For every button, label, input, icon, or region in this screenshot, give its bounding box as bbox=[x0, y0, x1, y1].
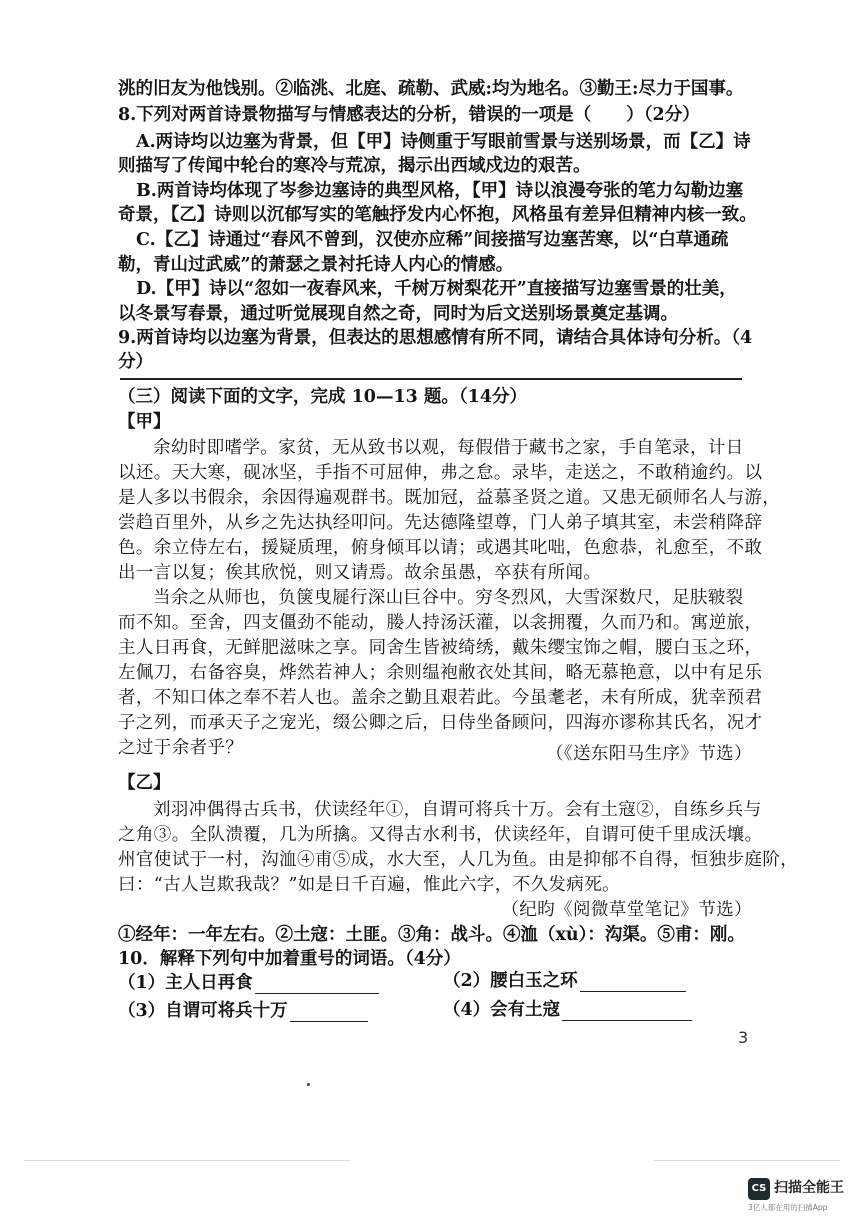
q9-stem-line2: 分） bbox=[118, 352, 153, 372]
q10-answer-blank-1[interactable] bbox=[255, 993, 379, 994]
q10-item-2-text: （2）腰白玉之环 bbox=[443, 971, 578, 991]
section3-heading: （三）阅读下面的文字，完成 10—13 题。（14分） bbox=[118, 387, 527, 407]
q10-item-1-text: （1）主人日再食 bbox=[118, 973, 253, 993]
q9-stem-line1: 9.两首诗均以边塞为背景，但表达的思想感情有所不同，请结合具体诗句分析。（4 bbox=[118, 328, 753, 348]
jia-line-4: 尝趋百里外，从乡之先达执经叩问。先达德隆望尊，门人弟子填其室，未尝稍降辞 bbox=[118, 513, 763, 533]
annotations: ①经年：一年左右。②土寇：土匪。③角：战斗。④洫（xù）：沟渠。⑤甫：刚。 bbox=[118, 925, 745, 945]
passage-yi-label: 【乙】 bbox=[118, 773, 171, 793]
q10-item-3 bbox=[118, 1000, 368, 1022]
jia-source: （《送东阳马生序》节选） bbox=[545, 744, 752, 764]
q10-item-2 bbox=[443, 970, 686, 992]
jia-line-6: 出一言以复；俟其欣悦，则又请焉。故余虽愚，卒获有所闻。 bbox=[118, 563, 602, 583]
jia-line-10: 左佩刀，右备容臭，烨然若神人；余则缊袍敝衣处其间，略无慕艳意，以中有足乐 bbox=[118, 663, 763, 683]
watermark-tagline: 3亿人都在用的扫描App bbox=[748, 1203, 828, 1212]
q10-answer-blank-4[interactable] bbox=[562, 1020, 692, 1021]
q10-answer-blank-3[interactable] bbox=[290, 1021, 368, 1022]
scanner-watermark bbox=[748, 1174, 858, 1214]
scan-edge-line-left bbox=[24, 1160, 350, 1161]
jia-line-11: 者，不知口体之奉不若人也。盖余之勤且艰若此。今虽耄老，未有所成，犹幸预君 bbox=[118, 688, 763, 708]
yi-line-4: 曰：“古人岂欺我哉？”如是日千百遍，惟此六字，不久发病死。 bbox=[118, 875, 620, 895]
passage-jia-label: 【甲】 bbox=[118, 412, 171, 432]
watermark-app-name: 扫描全能王 bbox=[774, 1180, 844, 1196]
q8-option-b-line1: B.两首诗均体现了岑参边塞诗的典型风格，【甲】诗以浪漫夸张的笔力勾勒边塞 bbox=[136, 181, 744, 201]
jia-line-3: 是人多以书假余，余因得遍观群书。既加冠，益慕圣贤之道。又患无硕师名人与游， bbox=[118, 488, 781, 508]
q10-item-4-text: （4）会有土寇 bbox=[443, 1000, 561, 1020]
yi-line-3: 州官使试于一村，沟洫④甫⑤成，水大至，人几为鱼。由是抑郁不自得，恒独步庭阶， bbox=[118, 850, 799, 870]
q8-option-d-line1: D.【甲】诗以“忽如一夜春风来，千树万树梨花开”直接描写边塞雪景的壮美， bbox=[136, 279, 737, 299]
q7-notes-tail: 洮的旧友为他饯别。②临洮、北庭、疏勒、武威:均为地名。③勤王:尽力于国事。 bbox=[118, 79, 744, 99]
jia-line-7: 当余之从师也，负箧曳屣行深山巨谷中。穷冬烈风，大雪深数尺，足肤皲裂 bbox=[153, 588, 744, 608]
q10-item-1 bbox=[118, 972, 379, 994]
yi-source: （纪昀《阅微草堂笔记》节选） bbox=[501, 900, 752, 920]
jia-line-13: 之过于余者乎？ bbox=[118, 738, 244, 758]
camscanner-logo-icon: CS bbox=[748, 1178, 770, 1200]
jia-line-12: 子之列，而承天子之宠光，缀公卿之后，日侍坐备顾问，四海亦谬称其氏名，况才 bbox=[118, 713, 763, 733]
q10-item-3-text: （3）自谓可将兵十万 bbox=[118, 1001, 288, 1021]
q8-option-d-line2: 以冬景写春景，通过听觉展现自然之奇，同时为后文送别场景奠定基调。 bbox=[118, 304, 678, 324]
q8-option-c-line1: C.【乙】诗通过“春风不曾到，汉使亦应稀”间接描写边塞苦寒，以“白草通疏 bbox=[136, 230, 729, 250]
q8-option-a-line2: 则描写了传闻中轮台的寒冷与荒凉，揭示出西域戍边的艰苦。 bbox=[118, 156, 591, 176]
q8-option-a-line1: A.两诗均以边塞为背景，但【甲】诗侧重于写眼前雪景与送别场景，而【乙】诗 bbox=[136, 132, 751, 152]
q8-option-b-line2: 奇景，【乙】诗则以沉郁写实的笔触抒发内心怀抱，风格虽有差异但精神内核一致。 bbox=[118, 205, 757, 225]
scan-edge-line-right bbox=[654, 1160, 840, 1161]
jia-line-8: 而不知。至舍，四支僵劲不能动，媵人持汤沃灌，以衾拥覆，久而乃和。寓逆旅， bbox=[118, 613, 763, 633]
answer-line bbox=[120, 378, 742, 380]
jia-line-2: 以还。天大寒，砚冰坚，手指不可屈伸，弗之怠。录毕，走送之，不敢稍逾约。以 bbox=[118, 463, 763, 483]
page-number: 3 bbox=[738, 1028, 749, 1047]
yi-line-1: 刘羽冲偶得古兵书，伏读经年①，自谓可将兵十万。会有土寇②，自练乡兵与 bbox=[153, 800, 762, 820]
q8-option-c-line2: 勒，青山过武威”的萧瑟之景衬托诗人内心的情感。 bbox=[118, 255, 514, 275]
jia-line-1: 余幼时即嗜学。家贫，无从致书以观，每假借于藏书之家，手自笔录，计日 bbox=[153, 438, 744, 458]
yi-line-2: 之角③。全队溃覆，几为所擒。又得古水利书，伏读经年，自谓可使千里成沃壤。 bbox=[118, 825, 763, 845]
jia-line-9: 主人日再食，无鲜肥滋味之享。同舍生皆被绮绣，戴朱缨宝饰之帽，腰白玉之环， bbox=[118, 638, 763, 658]
scan-speck bbox=[307, 1083, 310, 1086]
q8-stem: 8.下列对两首诗景物描写与情感表达的分析，错误的一项是（ ）（2分） bbox=[118, 105, 700, 125]
q10-answer-blank-2[interactable] bbox=[580, 991, 686, 992]
jia-line-5: 色。余立侍左右，援疑质理，俯身倾耳以请；或遇其叱咄，色愈恭，礼愈至，不敢 bbox=[118, 538, 763, 558]
q10-item-4 bbox=[443, 999, 692, 1021]
q10-stem: 10．解释下列句中加着重号的词语。（4分） bbox=[118, 949, 461, 969]
